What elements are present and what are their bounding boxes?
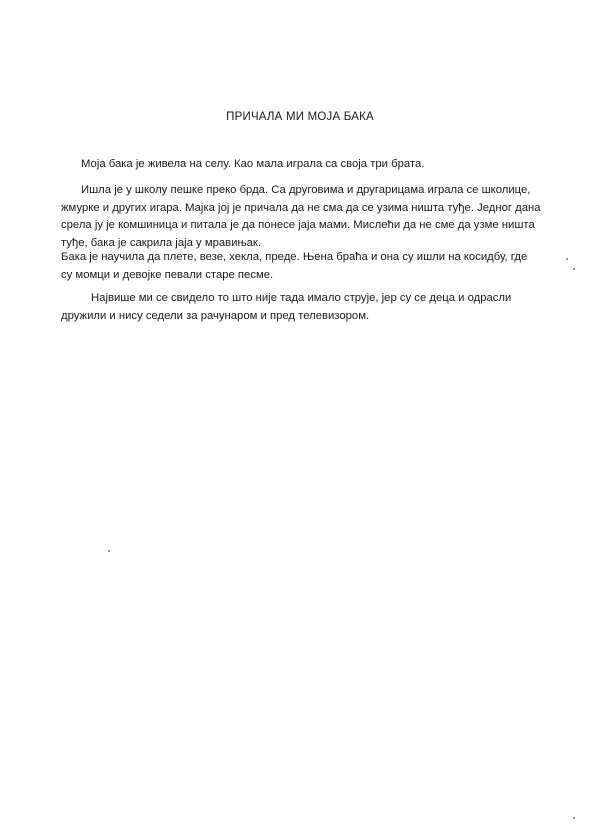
scan-speck bbox=[573, 817, 575, 819]
paragraph-1: Моја бака је живела на селу. Као мала играла са своја три брата. bbox=[81, 158, 425, 170]
paragraph-4: Највише ми се свидело то што није тада имало струје, јер су се деца и одрасли дружили и нису седели за рачунаром и пред телевизором. bbox=[61, 292, 512, 322]
document-title: ПРИЧАЛА МИ МОЈА БАКА bbox=[226, 111, 374, 123]
paragraph-3: Бака је научила да плете, везе, хекла, преде. Њена браћа и она су ишли на косидбу, где су момци и девојке певали старе песме. bbox=[61, 251, 528, 281]
paragraph-2: Ишла је у школу пешке преко брда. Са друговима и другарицама играла се школице, жмурке и других игара. Мајка јој је причала да не сма да се узима ништа туђе. Једног дана срела ју је комшиница и питала је да понесе јаја мами. Мислећи да не сме да узме ништа туђе, бака је сакрила јаја у мравињак. bbox=[61, 184, 541, 249]
scan-speck bbox=[573, 268, 575, 270]
scan-speck bbox=[566, 258, 568, 260]
scan-speck bbox=[108, 550, 110, 552]
